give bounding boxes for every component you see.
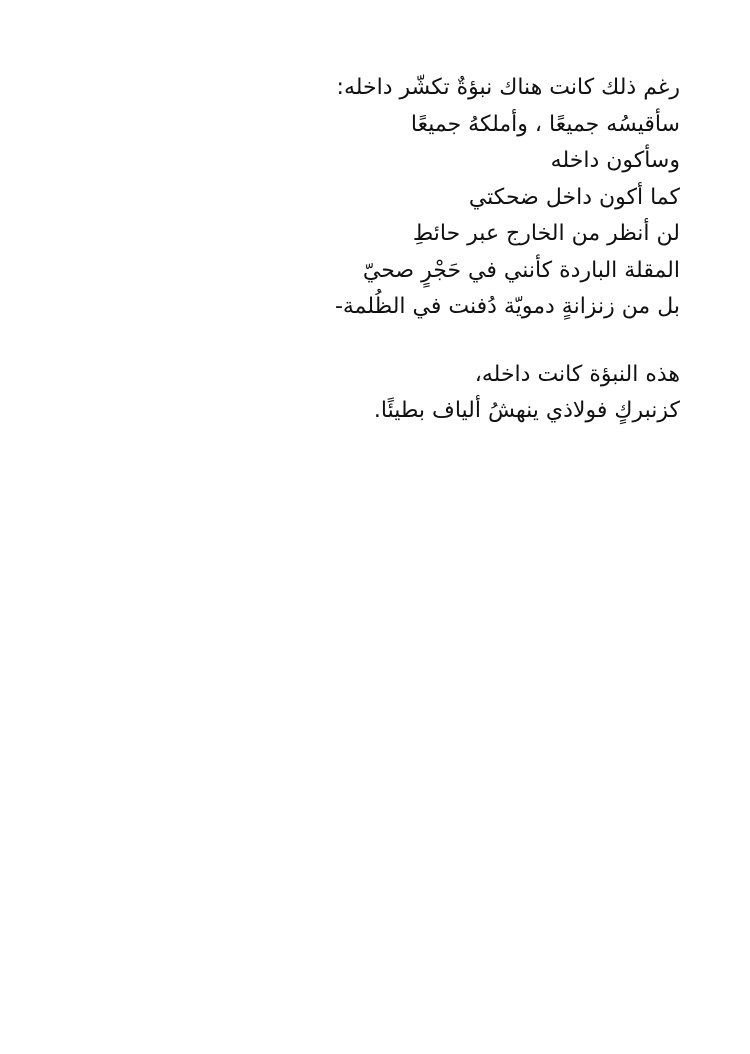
poem-line: سأقيسُه جميعًا ، وأملكهُ جميعًا: [410, 111, 680, 137]
poem-line: وسأكون داخله: [550, 148, 680, 173]
poem-line: بل من زنزانةٍ دمويّة دُفنت في الظُلمة-: [334, 294, 680, 319]
poem-line: لن أنظر من الخارج عبر حائطِ: [412, 221, 680, 246]
poem-line: هذه النبؤة كانت داخله،: [474, 361, 680, 387]
poem-stanza-1: [240, 70, 680, 326]
poem-line: كزنبركٍ فولاذي ينهشُ ألياف بطيئًا.: [373, 398, 680, 423]
poem-line: كما أكون داخل ضحكتي: [468, 184, 680, 210]
poem-line: المقلة الباردة كأنني في حَجْرٍ صحيّ: [362, 257, 680, 283]
poem-line: رغم ذلك كانت هناك نبؤةٌ تكشّر داخله:: [336, 75, 680, 100]
poem-text: [240, 70, 680, 430]
poem-stanza-2: [240, 357, 680, 430]
